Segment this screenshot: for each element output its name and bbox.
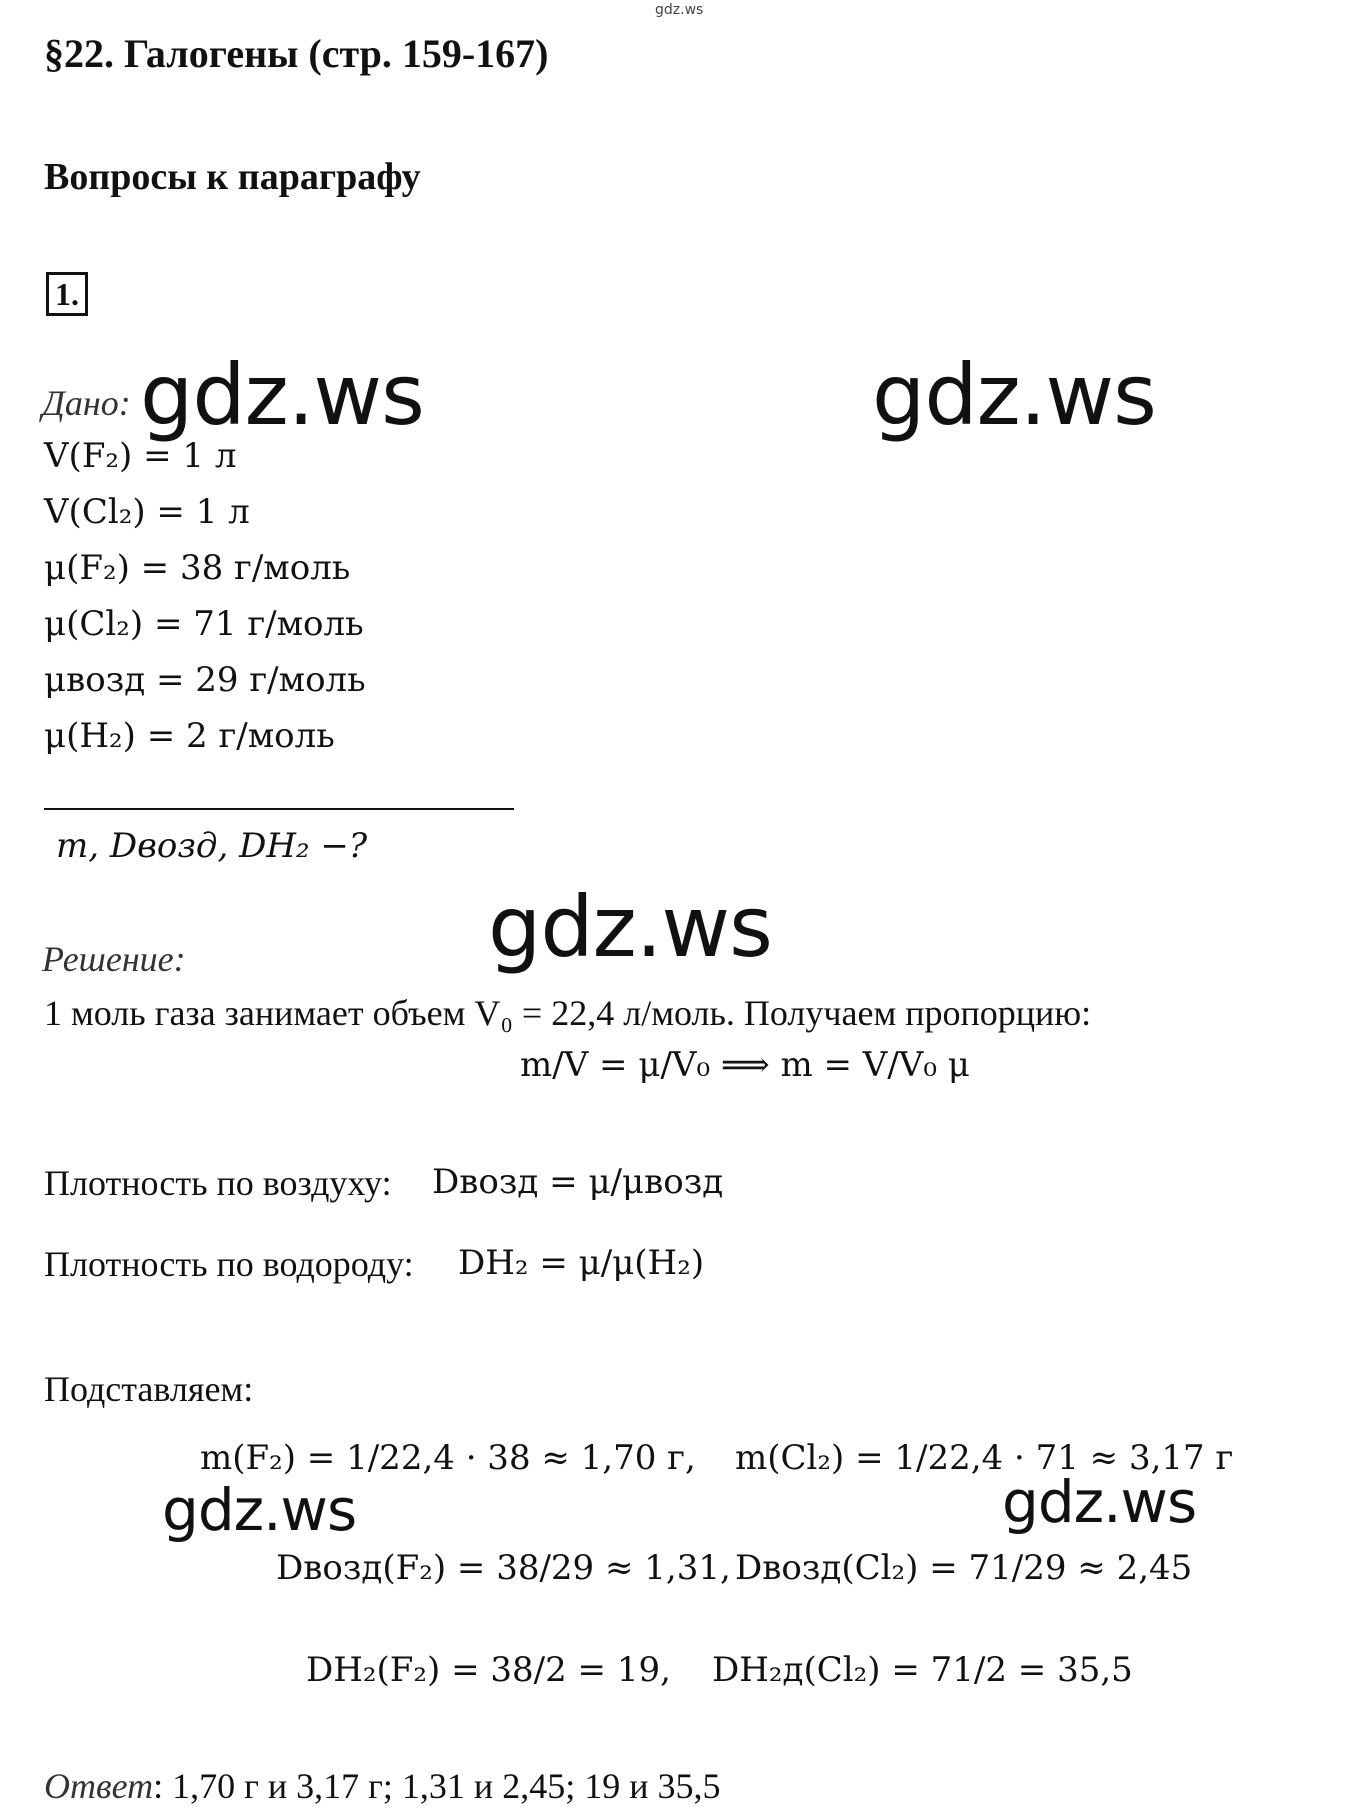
- watermark: gdz.ws: [162, 1476, 357, 1544]
- find-line: m, Dвозд, DH₂ −?: [56, 826, 368, 866]
- given-item: μ(Cl₂) = 71 г/моль: [44, 604, 364, 644]
- result-dh2-cl2: DH₂д(Cl₂) = 71/2 = 35,5: [712, 1650, 1133, 1690]
- given-label: Дано:: [42, 383, 131, 423]
- answer-line: [44, 1765, 720, 1807]
- given-item: V(Cl₂) = 1 л: [44, 492, 250, 532]
- result-mass-cl2: m(Cl₂) = 1/22,4 · 71 ≈ 3,17 г: [735, 1438, 1234, 1478]
- result-mass-f2: m(F₂) = 1/22,4 · 38 ≈ 1,70 г,: [200, 1438, 696, 1478]
- given-item: μ(F₂) = 38 г/моль: [44, 548, 351, 588]
- result-dh2-f2: DH₂(F₂) = 38/2 = 19,: [306, 1650, 671, 1690]
- task-number: 1.: [46, 272, 88, 316]
- section-title: §22. Галогены (стр. 159-167): [44, 31, 549, 76]
- result-dair-f2: Dвозд(F₂) = 38/29 ≈ 1,31,: [276, 1548, 731, 1588]
- air-density-label: Плотность по воздуху:: [44, 1163, 392, 1203]
- solution-intro: 1 моль газа занимает объем V₀ = 22,4 л/моль. Получаем пропорцию:: [44, 993, 1092, 1033]
- watermark: gdz.ws: [488, 878, 772, 976]
- watermark: gdz.ws: [872, 346, 1156, 444]
- given-item: V(F₂) = 1 л: [44, 436, 237, 476]
- hydrogen-density-label: Плотность по водороду:: [44, 1244, 414, 1284]
- subsection-title: Вопросы к параграфу: [44, 156, 421, 198]
- watermark: gdz.ws: [1002, 1468, 1197, 1536]
- answer-label: Ответ: [44, 1766, 154, 1806]
- given-item: μ(H₂) = 2 г/моль: [44, 716, 335, 756]
- solution-label: Решение:: [42, 939, 186, 979]
- hydrogen-density-formula: DH₂ = μ/μ(H₂): [458, 1243, 705, 1283]
- formula-mass: [520, 1045, 970, 1085]
- watermark: gdz.ws: [140, 346, 424, 444]
- air-density-formula: Dвозд = μ/μвозд: [432, 1162, 724, 1202]
- result-dair-cl2: Dвозд(Cl₂) = 71/29 ≈ 2,45: [735, 1548, 1193, 1588]
- given-item: μвозд = 29 г/моль: [44, 660, 366, 700]
- watermark-top: gdz.ws: [655, 2, 704, 18]
- formula-mass-text: m/V = μ/V₀ ⟹ m = V/V₀ μ: [520, 1045, 970, 1085]
- substitute-label: Подставляем:: [44, 1369, 254, 1409]
- given-divider: [44, 808, 514, 810]
- answer-text: : 1,70 г и 3,17 г; 1,31 и 2,45; 19 и 35,5: [153, 1766, 721, 1806]
